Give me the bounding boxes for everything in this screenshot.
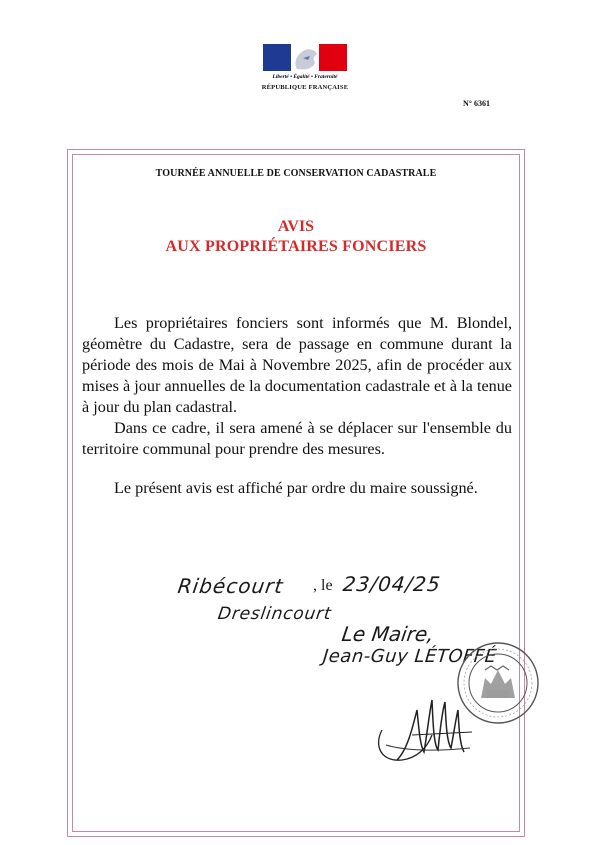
- notice-subtitle: TOURNÉE ANNUELLE DE CONSERVATION CADASTRALE: [155, 168, 437, 179]
- paragraph-affichage: Le présent avis est affiché par ordre du maire soussigné.: [114, 479, 478, 497]
- notice-body: [82, 313, 512, 499]
- paragraph-information: Les propriétaires fonciers sont informés que M. Blondel, géomètre du Cadastre, sera de passage en commune durant la période des mois de Mai à Novembre 2025, afin de procéder aux mises à jour annuelles de la documentation cadastrale et à la tenue à jour du plan cadastral.: [82, 314, 512, 416]
- handwritten-mayor-name: Jean-Guy LÉTOFFÉ: [321, 646, 498, 667]
- document-number: N° 6361: [463, 99, 490, 108]
- notice-title-line2: AUX PROPRIÉTAIRES FONCIERS: [165, 238, 427, 255]
- handwritten-commune-2: Dreslincourt: [216, 604, 333, 624]
- handwritten-maire: Le Maire,: [340, 622, 436, 646]
- marianne-logo: [257, 44, 353, 100]
- handwritten-commune: Ribécourt: [176, 574, 286, 598]
- mayor-signature-icon: [372, 690, 492, 780]
- marianne-flag-icon: [263, 44, 347, 71]
- date-prefix: , le: [313, 577, 333, 594]
- handwritten-date: 23/04/25: [341, 572, 443, 596]
- motto: Liberté • Égalité • Fraternité: [272, 74, 338, 80]
- republique-francaise: RÉPUBLIQUE FRANÇAISE: [261, 84, 349, 91]
- notice-title: AVIS: [277, 218, 315, 235]
- paragraph-deplacement: Dans ce cadre, il sera amené à se déplacer sur l'ensemble du territoire communal pour prendre des mesures.: [82, 419, 512, 458]
